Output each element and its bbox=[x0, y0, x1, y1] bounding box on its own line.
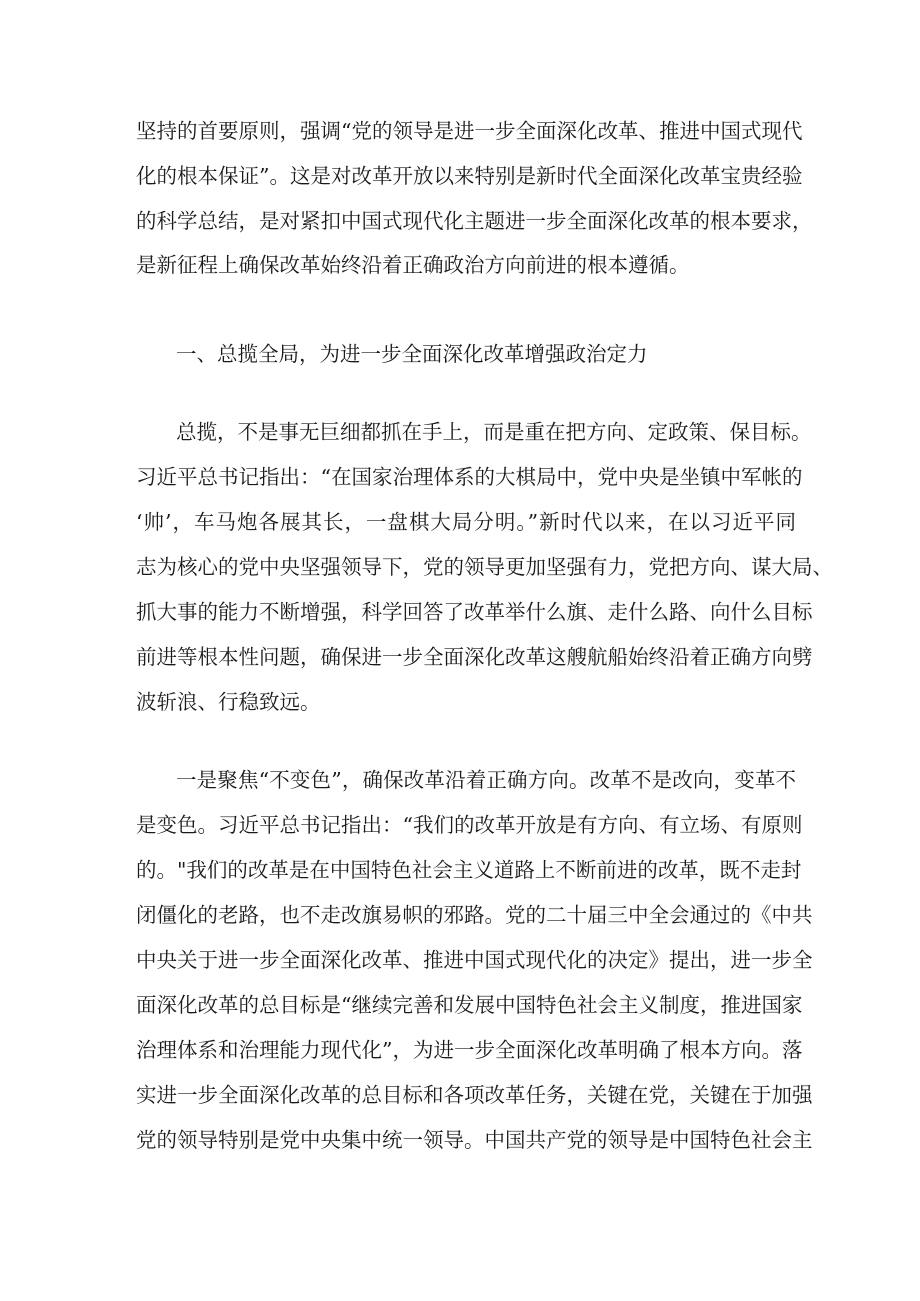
paragraph-3-line-2: 是变色。习近平总书记指出：“我们的改革开放是有方向、有立场、有原则 bbox=[136, 813, 803, 837]
section-heading: 一、总揽全局，为进一步全面深化改革增强政治定力 bbox=[176, 342, 648, 366]
paragraph-2-line-3: ‘帅’，车马炮各展其长，一盘棋大局分明。”新时代以来，在以习近平同 bbox=[136, 510, 796, 534]
paragraph-3-line-3: 的。"我们的改革是在中国特色社会主义道路上不断前进的改革，既不走封 bbox=[136, 858, 802, 882]
paragraph-2-line-2: 习近平总书记指出：“在国家治理体系的大棋局中，党中央是坐镇中军帐的 bbox=[136, 465, 803, 489]
paragraph-2-line-1: 总揽，不是事无巨细都抓在手上，而是重在把方向、定政策、保目标。 bbox=[176, 420, 812, 444]
paragraph-1-line-2: 化的根本保证”。这是对改革开放以来特别是新时代全面深化改革宝贵经验 bbox=[136, 164, 803, 188]
paragraph-1-line-3: 的科学总结，是对紧扣中国式现代化主题进一步全面深化改革的根本要求， bbox=[136, 209, 813, 233]
paragraph-1-line-1: 坚持的首要原则，强调“党的领导是进一步全面深化改革、推进中国式现代 bbox=[136, 119, 803, 143]
paragraph-2-line-5: 抓大事的能力不断增强，科学回答了改革举什么旗、走什么路、向什么目标 bbox=[136, 600, 813, 624]
paragraph-3-line-8: 实进一步全面深化改革的总目标和各项改革任务，关键在党，关键在于加强 bbox=[136, 1083, 813, 1107]
paragraph-2-line-4: 志为核心的党中央坚强领导下，党的领导更加坚强有力，党把方向、谋大局、 bbox=[136, 555, 833, 579]
paragraph-2-line-6: 前进等根本性问题，确保进一步全面深化改革这艘航船始终沿着正确方向劈 bbox=[136, 645, 813, 669]
paragraph-2-line-7: 波斩浪、行稳致远。 bbox=[136, 690, 321, 714]
paragraph-3-line-7: 治理体系和治理能力现代化”，为进一步全面深化改革明确了根本方向。落 bbox=[136, 1038, 803, 1062]
paragraph-3-line-4: 闭僵化的老路，也不走改旗易帜的邪路。党的二十届三中全会通过的《中共 bbox=[136, 903, 813, 927]
paragraph-3-line-6: 面深化改革的总目标是“继续完善和发展中国特色社会主义制度，推进国家 bbox=[136, 993, 803, 1017]
paragraph-3-line-1: 一是聚焦“不变色”，确保改革沿着正确方向。改革不是改向，变革不 bbox=[176, 768, 796, 792]
paragraph-3-line-5: 中央关于进一步全面深化改革、推进中国式现代化的决定》提出，进一步全 bbox=[136, 948, 813, 972]
paragraph-1-line-4: 是新征程上确保改革始终沿着正确政治方向前进的根本遵循。 bbox=[136, 253, 690, 277]
paragraph-3-line-9: 党的领导特别是党中央集中统一领导。中国共产党的领导是中国特色社会主 bbox=[136, 1128, 813, 1152]
